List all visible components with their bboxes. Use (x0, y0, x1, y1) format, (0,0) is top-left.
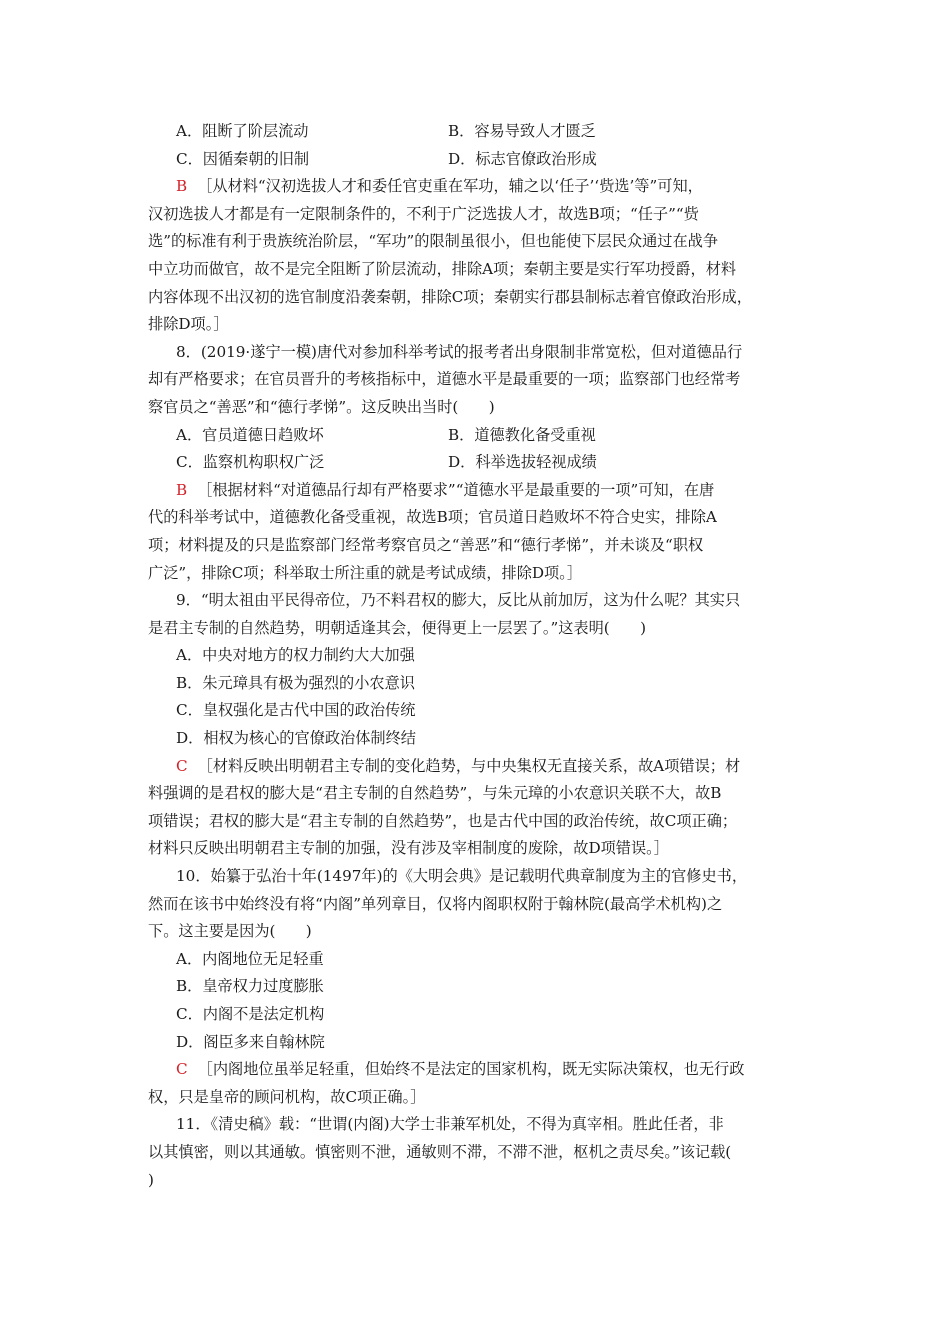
q10-explanation-line-2: 权，只是皇帝的顾问机构，故C项正确。］ (148, 1087, 426, 1106)
q10-stem-line-2: 然而在该书中始终没有将“内阁”单列章目，仅将内阁职权附于翰林院(最高学术机构)之 (148, 894, 723, 913)
q8-explanation-line-3: 项；材料提及的只是监察部门经常考察官员之“善恶”和“德行孝悌”，并未谈及“职权 (148, 535, 704, 554)
q10-stem-line-1: 10．始纂于弘治十年(1497年)的《大明会典》是记载明代典章制度为主的官修史书， (176, 867, 748, 886)
q10-option-d: D．阁臣多来自翰林院 (176, 1032, 325, 1051)
q8-stem-line-3: 察官员之“善恶”和“德行孝悌”。这反映出当时( ) (148, 397, 495, 416)
q7-option-c: C．因循秦朝的旧制 (176, 149, 310, 168)
q9-explanation-line-4: 材料只反映出明朝君主专制的加强，没有涉及宰相制度的废除，故D项错误。］ (148, 839, 669, 858)
q8-options-row-1 (148, 422, 820, 450)
q8-stem-line-1: 8．(2019·遂宁一模)唐代对参加科举考试的报考者出身限制非常宽松，但对道德品行 (176, 342, 743, 361)
q8-stem-line-2: 却有严格要求；在官员晋升的考核指标中，道德水平是最重要的一项；监察部门也经常考 (148, 370, 741, 389)
q7-explanation-line-6: 排除D项。］ (148, 315, 229, 334)
q7-explanation-line-4: 中立功而做官，故不是完全阻断了阶层流动，排除A项；秦朝主要是实行军功授爵，材料 (148, 259, 737, 278)
q9-option-b: B．朱元璋具有极为强烈的小农意识 (176, 673, 415, 692)
q9-explanation-line-1: C ［材料反映出明朝君主专制的变化趋势，与中央集权无直接关系，故A项错误；材 (176, 756, 741, 775)
q7-option-a: A．阻断了阶层流动 (176, 122, 309, 140)
q7-options-row-1 (148, 118, 820, 146)
q8-option-a: A．官员道德日趋败坏 (176, 425, 324, 444)
q9-option-a: A．中央对地方的权力制约大大加强 (176, 646, 415, 665)
q9-explanation-line-2: 料强调的是君权的膨大是“君主专制的自然趋势”，与朱元璋的小农意识关联不大，故B (148, 784, 722, 803)
q7-answer-letter: B (176, 177, 188, 196)
q11-stem-line-2: 以其慎密，则以其通敏。慎密则不泄，通敏则不滞，不滞不泄，枢机之责尽矣。”该记载( (148, 1142, 732, 1161)
q7-option-d: D．标志官僚政治形成 (448, 149, 597, 168)
q7-explanation-line-1: B ［从材料“汉初选拔人才和委任官吏重在军功，辅之以‘任子’‘赀选’等”可知， (176, 177, 703, 196)
q9-stem-line-2: 是君主专制的自然趋势，明朝适逢其会，便得更上一层罢了。”这表明( ) (148, 618, 647, 637)
q10-option-b: B．皇帝权力过度膨胀 (176, 977, 324, 996)
q8-explanation-line-1: B ［根据材料“对道德品行却有严格要求”“道德水平是最重要的一项”可知，在唐 (176, 480, 715, 499)
q10-option-c: C．内阁不是法定机构 (176, 1005, 325, 1023)
q9-stem-line-1: 9．“明太祖由平民得帝位，乃不料君权的膨大，反比从前加厉，这为什么呢？其实只 (176, 591, 741, 610)
q9-option-c: C．皇权强化是古代中国的政治传统 (176, 701, 416, 720)
q9-explanation-line-3: 项错误；君权的膨大是“君主专制的自然趋势”，也是古代中国的政治传统，故C项正确； (148, 811, 738, 830)
q7-options-row-2 (148, 146, 820, 174)
q8-option-b: B．道德教化备受重视 (448, 425, 596, 444)
q7-option-b: B．容易导致人才匮乏 (448, 122, 596, 140)
q8-explanation-line-4: 广泛”，排除C项；科举取士所注重的就是考试成绩，排除D项。］ (148, 563, 583, 582)
q10-explanation-line-1: C ［内阁地位虽举足轻重，但始终不是法定的国家机构，既无实际决策权，也无行政 (176, 1060, 745, 1079)
q11-stem-line-1: 11．《清史稿》载：“世谓(内阁)大学士非兼军机处，不得为真宰相。胜此任者，非 (176, 1115, 724, 1134)
q9-option-d: D．相权为核心的官僚政治体制终结 (176, 729, 416, 748)
document-page (148, 118, 820, 1194)
q7-explanation-line-2: 汉初选拔人才都是有一定限制条件的，不利于广泛选拔人才，故选B项；“任子”“赀 (148, 204, 699, 223)
q9-answer-letter: C (176, 756, 188, 775)
q10-option-a: A．内阁地位无足轻重 (176, 949, 324, 968)
q8-option-c: C．监察机构职权广泛 (176, 453, 325, 472)
q8-option-d: D．科举选拔轻视成绩 (448, 453, 597, 472)
q7-explanation-line-5: 内容体现不出汉初的选官制度沿袭秦朝，排除C项；秦朝实行郡县制标志着官僚政治形成， (148, 287, 752, 306)
q10-stem-line-3: 下。这主要是因为( ) (148, 922, 312, 941)
q7-explanation-line-3: 选”的标准有利于贵族统治阶层，“军功”的限制虽很小，但也能使下层民众通过在战争 (148, 232, 719, 251)
q8-options-row-2 (148, 449, 820, 477)
q10-answer-letter: C (176, 1060, 188, 1079)
q8-answer-letter: B (176, 480, 188, 499)
q11-stem-line-3: ) (148, 1170, 154, 1189)
q8-explanation-line-2: 代的科举考试中，道德教化备受重视，故选B项；官员道日趋败坏不符合史实，排除A (148, 508, 717, 527)
